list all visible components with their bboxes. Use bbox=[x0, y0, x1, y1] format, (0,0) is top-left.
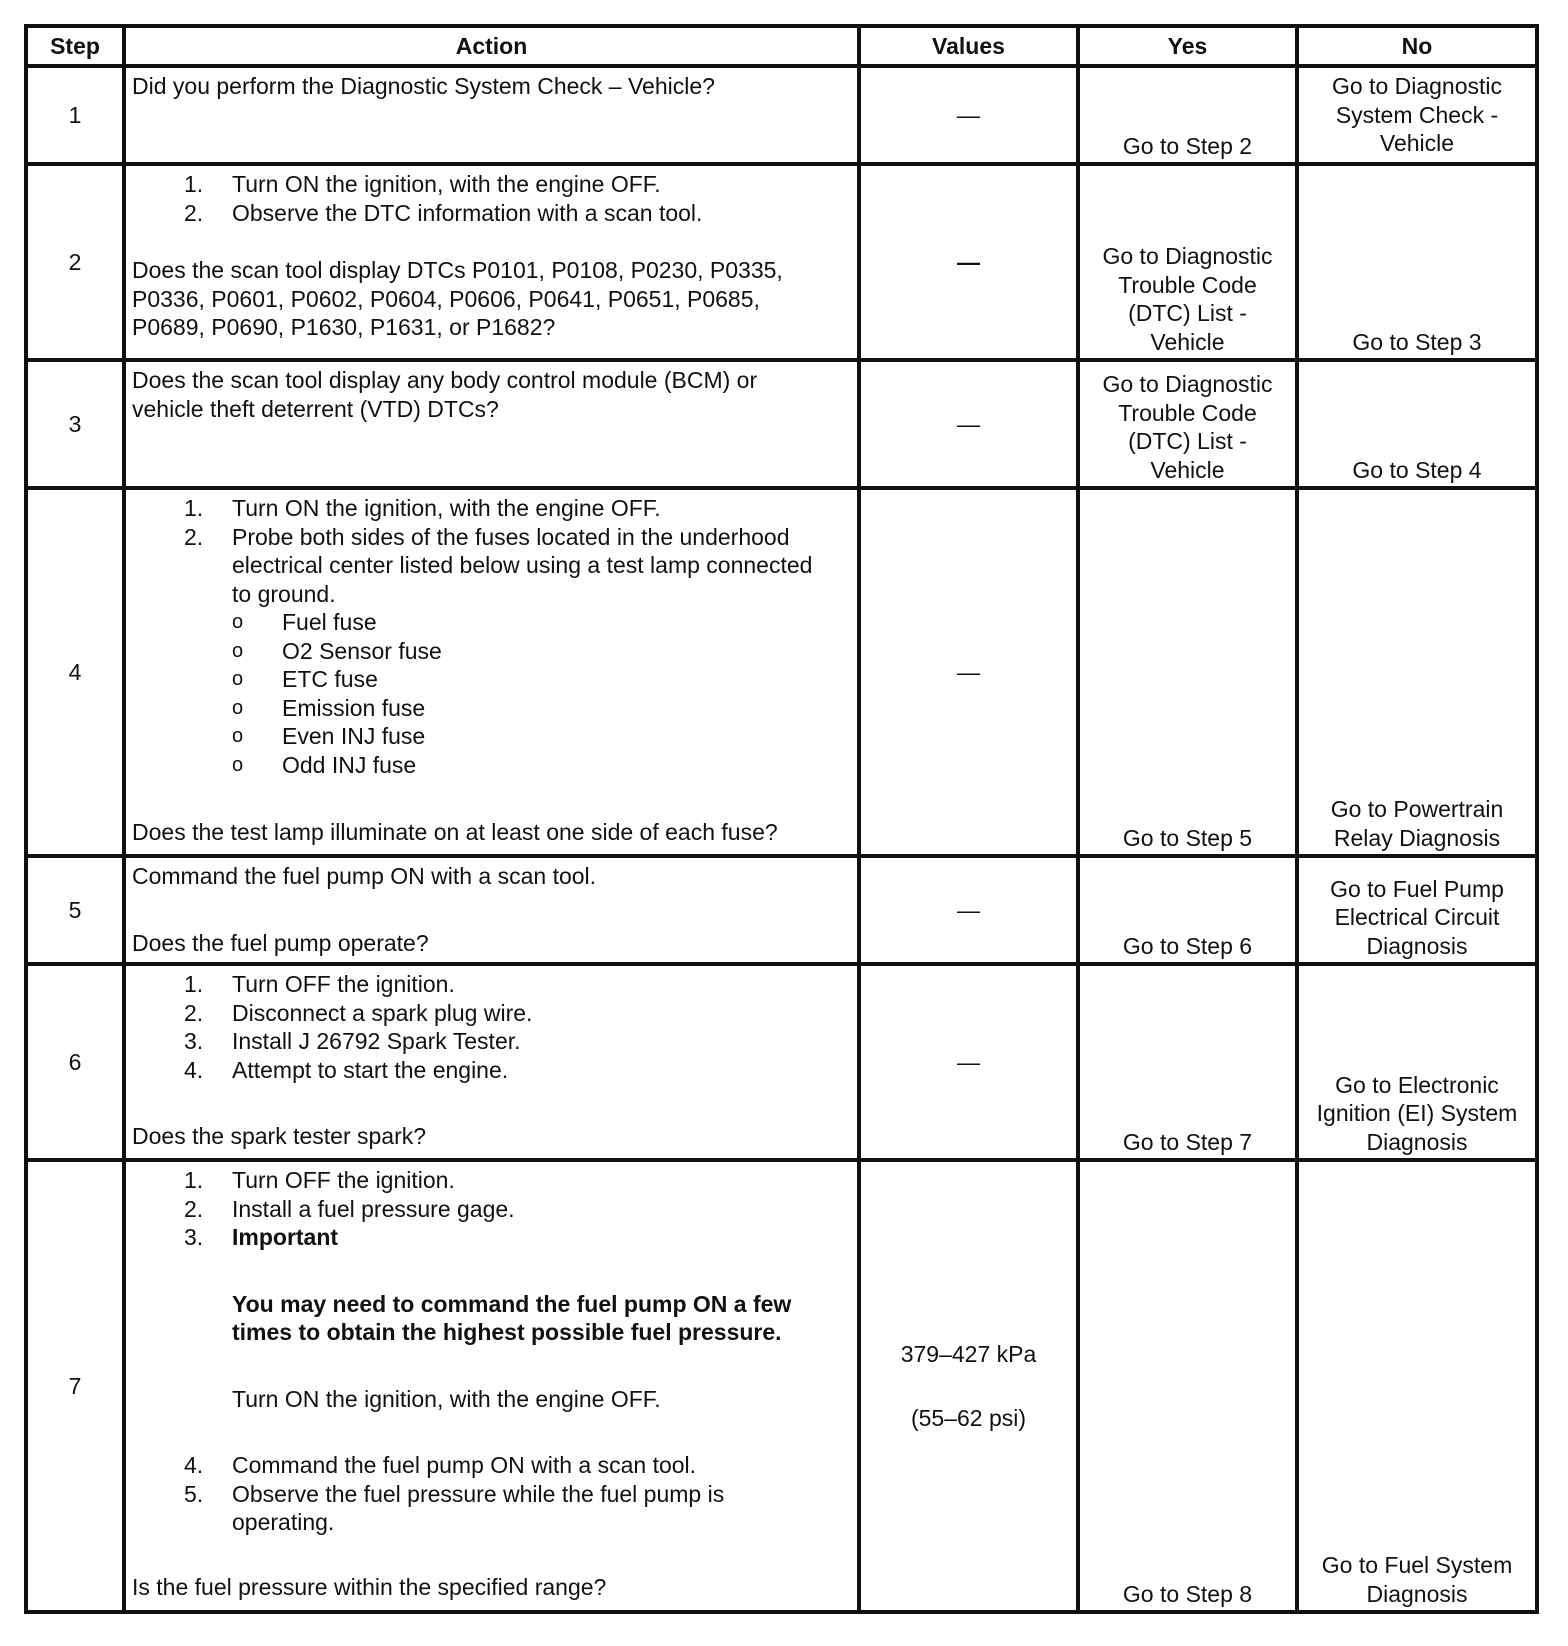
action-cell bbox=[124, 964, 859, 1160]
step-number: 6 bbox=[26, 964, 124, 1160]
table-row bbox=[26, 964, 1537, 1160]
action-question: Does the fuel pump operate? bbox=[132, 929, 429, 956]
no-cell bbox=[1297, 66, 1537, 164]
list-item: o ETC fuse bbox=[232, 666, 378, 692]
yes-cell: Go to Step 2 bbox=[1078, 66, 1297, 164]
values-cell bbox=[859, 1160, 1078, 1612]
list-item: 1. Turn OFF the ignition. bbox=[184, 1167, 455, 1193]
values-cell: — bbox=[859, 856, 1078, 964]
header-step: Step bbox=[26, 26, 124, 66]
step-number: 4 bbox=[26, 488, 124, 856]
important-label: Important bbox=[232, 1224, 339, 1250]
yes-cell: Go to Step 6 bbox=[1078, 856, 1297, 964]
step-number: 3 bbox=[26, 360, 124, 488]
no-cell: Go to Step 3 bbox=[1297, 164, 1537, 360]
fuse-list bbox=[132, 608, 853, 779]
list-item: 2. Probe both sides of the fuses located in the underhood electrical center listed below using a test lamp connected to ground. bbox=[184, 523, 813, 607]
list-item: 1. Turn ON the ignition, with the engine OFF. bbox=[184, 171, 661, 197]
action-cell bbox=[124, 66, 859, 164]
no-text: Go to Electronic Ignition (EI) System Diagnosis bbox=[1316, 1071, 1518, 1155]
no-cell bbox=[1297, 964, 1537, 1160]
list-item: 1. Turn OFF the ignition. bbox=[184, 971, 455, 997]
step-number: 7 bbox=[26, 1160, 124, 1612]
yes-text: Go to Diagnostic Trouble Code (DTC) List - Vehicle bbox=[1102, 243, 1273, 355]
list-item: 4. Command the fuel pump ON with a scan tool. bbox=[184, 1452, 697, 1478]
yes-cell: Go to Step 5 bbox=[1078, 488, 1297, 856]
list-item: 5. Observe the fuel pressure while the fuel pump is operating. bbox=[184, 1480, 725, 1535]
no-text: Go to Fuel System Diagnosis bbox=[1321, 1552, 1513, 1607]
list-item: 2. Install a fuel pressure gage. bbox=[184, 1195, 515, 1222]
action-cell bbox=[124, 164, 859, 360]
action-steps bbox=[132, 1166, 853, 1252]
values-cell: — bbox=[859, 964, 1078, 1160]
action-steps bbox=[132, 494, 853, 608]
diagnostic-table bbox=[24, 24, 1539, 1614]
list-item: o O2 Sensor fuse bbox=[232, 637, 442, 664]
list-item: 1. Turn ON the ignition, with the engine OFF. bbox=[184, 495, 661, 521]
action-cell bbox=[124, 856, 859, 964]
list-item: 4. Attempt to start the engine. bbox=[184, 1056, 509, 1083]
no-text: Go to Powertrain Relay Diagnosis bbox=[1330, 796, 1504, 851]
no-text: Go to Fuel Pump Electrical Circuit Diagnosis bbox=[1330, 875, 1504, 959]
action-steps-continued bbox=[132, 1451, 853, 1537]
important-note: You may need to command the fuel pump ON a few times to obtain the highest possible fuel pressure. bbox=[232, 1290, 792, 1345]
list-item: o Emission fuse bbox=[232, 694, 426, 721]
action-cell bbox=[124, 488, 859, 856]
action-question: Does the spark tester spark? bbox=[132, 1123, 427, 1149]
action-steps bbox=[132, 170, 853, 227]
table-row bbox=[26, 488, 1537, 856]
list-item: 3. Important bbox=[184, 1223, 853, 1252]
action-question: Did you perform the Diagnostic System Check – Vehicle? bbox=[132, 73, 715, 99]
action-question: Does the scan tool display DTCs P0101, P0108, P0230, P0335, P0336, P0601, P0602, P0604, P0606, P0641, P0651, P0685, P0689, P0690, P1630, P1631, or P1682? bbox=[132, 257, 783, 340]
action-cell bbox=[124, 1160, 859, 1612]
no-cell bbox=[1297, 1160, 1537, 1612]
no-text: Go to Diagnostic System Check - Vehicle bbox=[1331, 73, 1503, 156]
values-cell: — bbox=[859, 360, 1078, 488]
table-row bbox=[26, 856, 1537, 964]
action-steps bbox=[132, 970, 853, 1084]
action-question: Does the test lamp illuminate on at least one side of each fuse? bbox=[132, 819, 778, 845]
header-no: No bbox=[1297, 26, 1537, 66]
pressure-kpa: 379–427 kPa bbox=[900, 1340, 1037, 1367]
pressure-psi: (55–62 psi) bbox=[910, 1405, 1027, 1431]
yes-cell: Go to Step 7 bbox=[1078, 964, 1297, 1160]
important-text: Turn ON the ignition, with the engine OFF. bbox=[232, 1385, 661, 1412]
step-number: 2 bbox=[26, 164, 124, 360]
yes-cell bbox=[1078, 360, 1297, 488]
header-values: Values bbox=[859, 26, 1078, 66]
no-cell bbox=[1297, 488, 1537, 856]
yes-text: Go to Diagnostic Trouble Code (DTC) List - Vehicle bbox=[1102, 371, 1273, 483]
list-item: 2. Observe the DTC information with a scan tool. bbox=[184, 199, 703, 226]
no-cell bbox=[1297, 856, 1537, 964]
yes-cell bbox=[1078, 164, 1297, 360]
header-action: Action bbox=[124, 26, 859, 66]
action-intro: Command the fuel pump ON with a scan tool. bbox=[132, 863, 597, 889]
list-item: o Fuel fuse bbox=[232, 609, 377, 635]
yes-cell: Go to Step 8 bbox=[1078, 1160, 1297, 1612]
list-item: 3. Install J 26792 Spark Tester. bbox=[184, 1028, 521, 1054]
table-row bbox=[26, 1160, 1537, 1612]
values-cell: — bbox=[859, 66, 1078, 164]
values-cell: — bbox=[859, 164, 1078, 360]
step-number: 5 bbox=[26, 856, 124, 964]
action-cell bbox=[124, 360, 859, 488]
step-number: 1 bbox=[26, 66, 124, 164]
list-item: o Even INJ fuse bbox=[232, 723, 426, 749]
table-row bbox=[26, 66, 1537, 164]
list-item: 2. Disconnect a spark plug wire. bbox=[184, 999, 533, 1026]
action-question: Does the scan tool display any body control module (BCM) or vehicle theft deterrent (VTD) DTCs? bbox=[132, 367, 758, 422]
table-row bbox=[26, 164, 1537, 360]
list-item: o Odd INJ fuse bbox=[232, 751, 417, 778]
header-yes: Yes bbox=[1078, 26, 1297, 66]
values-cell: — bbox=[859, 488, 1078, 856]
action-question: Is the fuel pressure within the specified range? bbox=[132, 1573, 607, 1600]
no-cell: Go to Step 4 bbox=[1297, 360, 1537, 488]
header-row bbox=[26, 26, 1537, 66]
table-row bbox=[26, 360, 1537, 488]
